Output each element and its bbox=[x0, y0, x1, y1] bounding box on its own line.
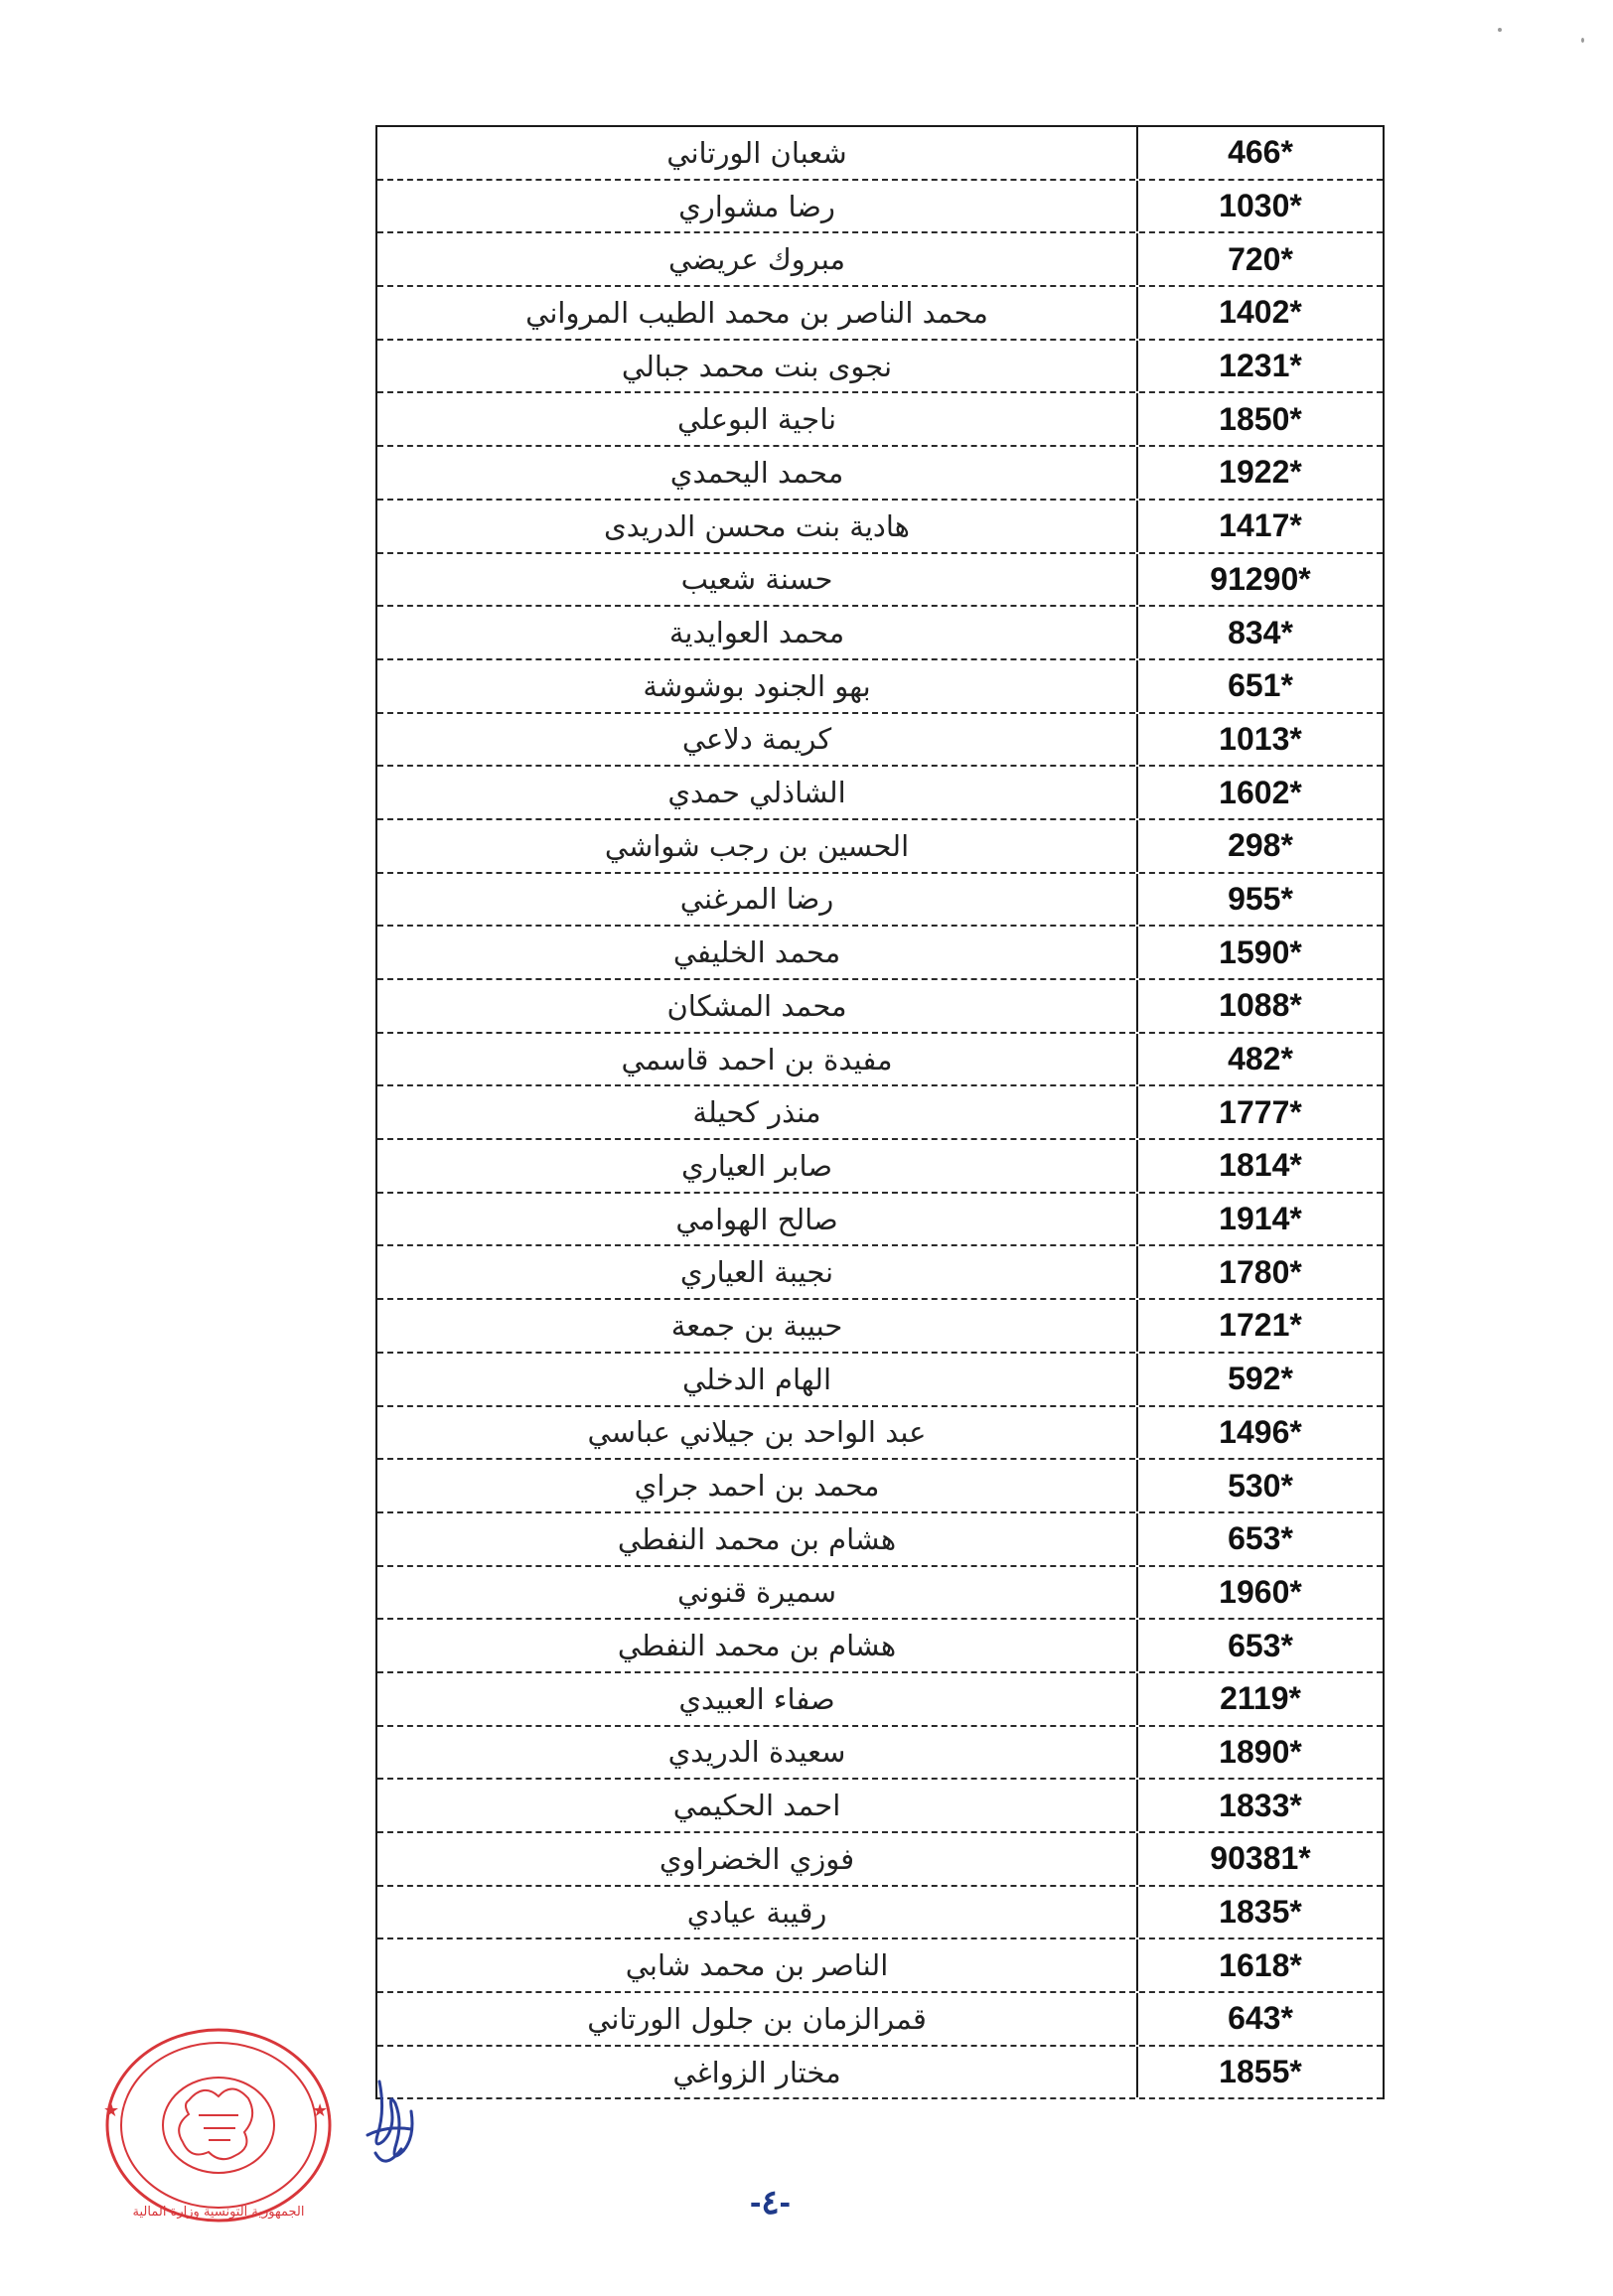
table-row bbox=[377, 1887, 1383, 1940]
table-row bbox=[377, 1460, 1383, 1513]
record-code-cell: 1850* bbox=[1219, 400, 1302, 437]
person-name-cell: الحسين بن رجب شواشي bbox=[377, 820, 1138, 872]
record-code-cell: 1496* bbox=[1219, 1413, 1302, 1450]
record-code-cell: 482* bbox=[1228, 1041, 1293, 1077]
person-name-cell: الشاذلي حمدي bbox=[377, 767, 1138, 818]
record-code-cell: 955* bbox=[1228, 880, 1293, 917]
table-row bbox=[377, 1300, 1383, 1354]
table-row bbox=[377, 393, 1383, 447]
scan-speck bbox=[1498, 28, 1502, 32]
person-name-cell: حسنة شعيب bbox=[377, 554, 1138, 606]
person-name-cell: محمد الخليفي bbox=[377, 927, 1138, 978]
record-code-cell: 298* bbox=[1228, 827, 1293, 864]
person-name-cell: ناجية البوعلي bbox=[377, 393, 1138, 445]
table-row bbox=[377, 1246, 1383, 1300]
table-row bbox=[377, 1939, 1383, 1993]
person-name-cell: الهام الدخلي bbox=[377, 1354, 1138, 1405]
person-name-cell: مختار الزواغي bbox=[377, 2047, 1138, 2098]
person-name-cell: قمرالزمان بن جلول الورتاني bbox=[377, 1993, 1138, 2045]
table-row bbox=[377, 1567, 1383, 1621]
table-row bbox=[377, 714, 1383, 768]
record-code-cell: 1417* bbox=[1219, 507, 1302, 544]
record-code-cell: 1590* bbox=[1219, 933, 1302, 970]
record-code-cell: 1721* bbox=[1219, 1307, 1302, 1344]
person-name-cell: محمد اليحمدي bbox=[377, 447, 1138, 499]
table-row bbox=[377, 1727, 1383, 1781]
person-name-cell: محمد بن احمد جراي bbox=[377, 1460, 1138, 1511]
record-code-cell: 651* bbox=[1228, 667, 1293, 704]
record-code-cell: 1088* bbox=[1219, 987, 1302, 1024]
person-name-cell: كريمة دلاعي bbox=[377, 714, 1138, 766]
table-row bbox=[377, 1086, 1383, 1140]
record-code-cell: 1890* bbox=[1219, 1733, 1302, 1770]
person-name-cell: سعيدة الدريدي bbox=[377, 1727, 1138, 1779]
person-name-cell: هشام بن محمد النفطي bbox=[377, 1620, 1138, 1671]
person-name-cell: منذر كحيلة bbox=[377, 1086, 1138, 1138]
table-row bbox=[377, 181, 1383, 234]
table-row bbox=[377, 1354, 1383, 1407]
record-code-cell: 1835* bbox=[1219, 1894, 1302, 1931]
record-code-cell: 1814* bbox=[1219, 1147, 1302, 1184]
table-row bbox=[377, 874, 1383, 928]
page-number: -٤- bbox=[750, 2184, 791, 2222]
table-row bbox=[377, 607, 1383, 660]
table-row bbox=[377, 127, 1383, 181]
record-code-cell: 1777* bbox=[1219, 1093, 1302, 1130]
person-name-cell: حبيبة بن جمعة bbox=[377, 1300, 1138, 1352]
record-code-cell: 1922* bbox=[1219, 454, 1302, 491]
record-code-cell: 1855* bbox=[1219, 2054, 1302, 2090]
person-name-cell: شعبان الورتاني bbox=[377, 127, 1138, 179]
table-row bbox=[377, 2047, 1383, 2100]
seal-text: الجمهورية التونسية وزارة المالية bbox=[132, 2205, 305, 2220]
svg-text:★: ★ bbox=[312, 2100, 329, 2121]
record-code-cell: 1780* bbox=[1219, 1253, 1302, 1290]
table-row bbox=[377, 1833, 1383, 1887]
record-code-cell: 91290* bbox=[1210, 560, 1311, 597]
record-code-cell: 466* bbox=[1228, 134, 1293, 171]
person-name-cell: مبروك عريضي bbox=[377, 233, 1138, 285]
record-code-cell: 592* bbox=[1228, 1361, 1293, 1397]
person-name-cell: الناصر بن محمد شابي bbox=[377, 1939, 1138, 1991]
record-code-cell: 90381* bbox=[1210, 1840, 1311, 1877]
person-name-cell: عبد الواحد بن جيلاني عباسي bbox=[377, 1407, 1138, 1459]
table-row bbox=[377, 820, 1383, 874]
table-row bbox=[377, 1034, 1383, 1087]
person-name-cell: محمد المشكان bbox=[377, 980, 1138, 1032]
ministry-seal-stamp bbox=[99, 2021, 338, 2229]
table-row bbox=[377, 1780, 1383, 1833]
record-code-cell: 1914* bbox=[1219, 1201, 1302, 1237]
person-name-cell: رضا مشواري bbox=[377, 181, 1138, 232]
person-name-cell: مفيدة بن احمد قاسمي bbox=[377, 1034, 1138, 1085]
records-table bbox=[375, 125, 1385, 2099]
record-code-cell: 1231* bbox=[1219, 348, 1302, 384]
record-code-cell: 1618* bbox=[1219, 1946, 1302, 1983]
person-name-cell: هشام بن محمد النفطي bbox=[377, 1513, 1138, 1565]
person-name-cell: رقيبة عيادي bbox=[377, 1887, 1138, 1938]
person-name-cell: رضا المرغني bbox=[377, 874, 1138, 926]
table-row bbox=[377, 980, 1383, 1034]
person-name-cell: فوزي الخضراوي bbox=[377, 1833, 1138, 1885]
svg-text:★: ★ bbox=[103, 2100, 120, 2121]
table-row bbox=[377, 1140, 1383, 1194]
person-name-cell: صالح الهوامي bbox=[377, 1194, 1138, 1245]
person-name-cell: صفاء العبيدي bbox=[377, 1673, 1138, 1725]
table-row bbox=[377, 233, 1383, 287]
table-row bbox=[377, 287, 1383, 341]
table-row bbox=[377, 447, 1383, 501]
table-row bbox=[377, 1194, 1383, 1247]
person-name-cell: صابر العياري bbox=[377, 1140, 1138, 1192]
record-code-cell: 1602* bbox=[1219, 774, 1302, 810]
record-code-cell: 653* bbox=[1228, 1520, 1293, 1557]
table-row bbox=[377, 1620, 1383, 1673]
signature bbox=[358, 2076, 427, 2175]
table-row bbox=[377, 927, 1383, 980]
record-code-cell: 1013* bbox=[1219, 720, 1302, 757]
record-code-cell: 1833* bbox=[1219, 1787, 1302, 1823]
person-name-cell: احمد الحكيمي bbox=[377, 1780, 1138, 1831]
person-name-cell: محمد العوايدية bbox=[377, 607, 1138, 658]
person-name-cell: سميرة قنوني bbox=[377, 1567, 1138, 1619]
record-code-cell: 834* bbox=[1228, 614, 1293, 650]
person-name-cell: نجوى بنت محمد جبالي bbox=[377, 341, 1138, 392]
table-row bbox=[377, 1673, 1383, 1727]
record-code-cell: 720* bbox=[1228, 240, 1293, 277]
record-code-cell: 653* bbox=[1228, 1627, 1293, 1663]
person-name-cell: محمد الناصر بن محمد الطيب المرواني bbox=[377, 287, 1138, 339]
record-code-cell: 2119* bbox=[1220, 1680, 1301, 1717]
record-code-cell: 1030* bbox=[1219, 188, 1302, 224]
table-row bbox=[377, 1513, 1383, 1567]
table-row bbox=[377, 767, 1383, 820]
scan-speck bbox=[1581, 38, 1584, 43]
table-row bbox=[377, 341, 1383, 394]
table-row bbox=[377, 660, 1383, 714]
table-row bbox=[377, 1407, 1383, 1461]
record-code-cell: 643* bbox=[1228, 2000, 1293, 2037]
table-row bbox=[377, 501, 1383, 554]
person-name-cell: هادية بنت محسن الدريدى bbox=[377, 501, 1138, 552]
record-code-cell: 1960* bbox=[1219, 1573, 1302, 1610]
person-name-cell: بهو الجنود بوشوشة bbox=[377, 660, 1138, 712]
record-code-cell: 1402* bbox=[1219, 294, 1302, 331]
table-row bbox=[377, 554, 1383, 608]
record-code-cell: 530* bbox=[1228, 1467, 1293, 1504]
table-row bbox=[377, 1993, 1383, 2047]
person-name-cell: نجيبة العياري bbox=[377, 1246, 1138, 1298]
